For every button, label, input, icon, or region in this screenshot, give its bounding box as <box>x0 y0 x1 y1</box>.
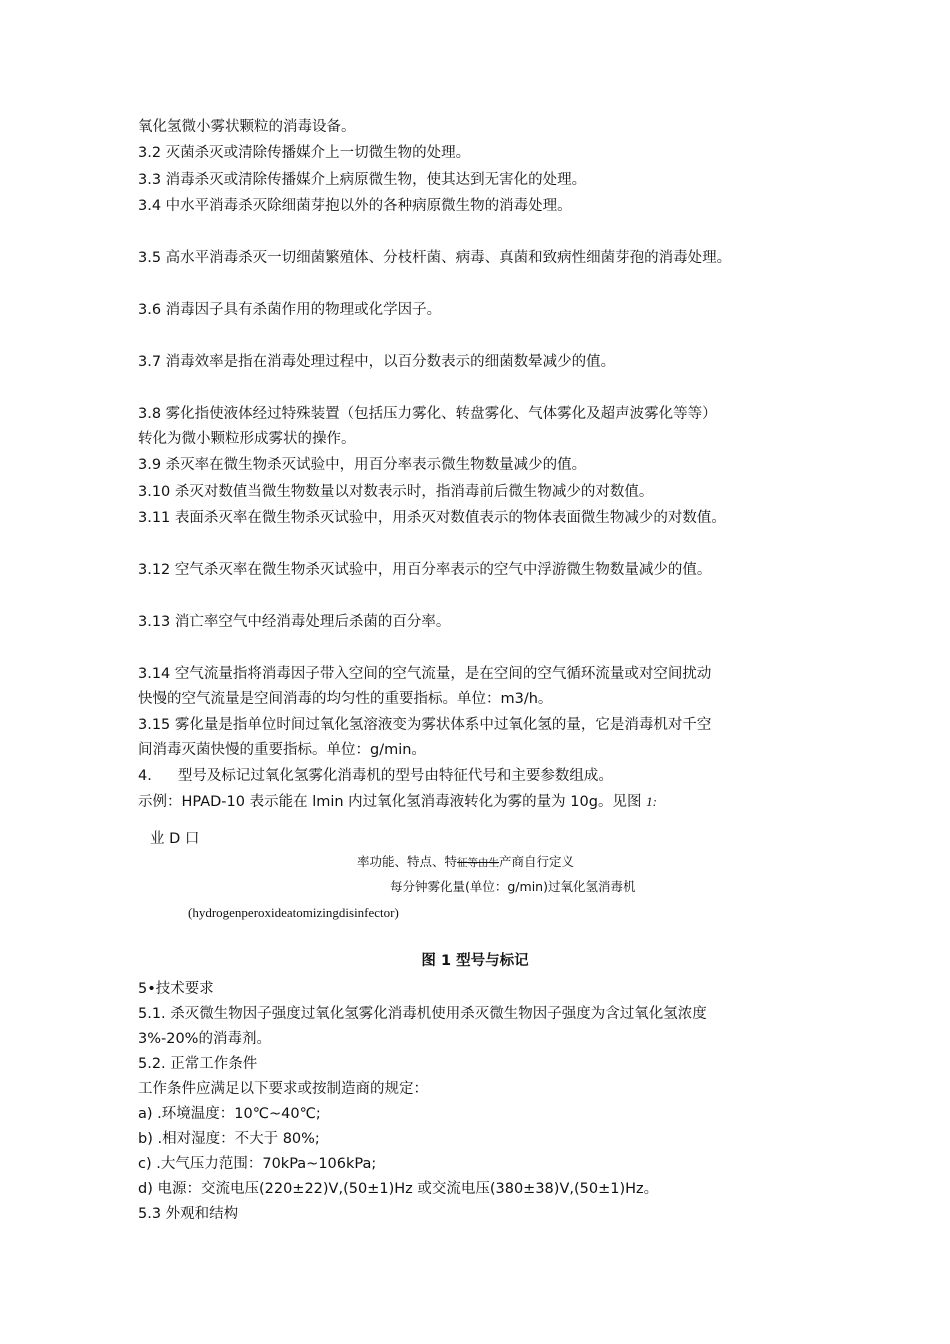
requirement-5-2: 5.2. 正常工作条件 <box>138 1056 258 1072</box>
section-5-heading: 5•技术要求 <box>138 981 214 997</box>
requirement-5-2-intro: 工作条件应满足以下要求或按制造商的规定： <box>138 1081 428 1097</box>
definition-3-15: 3.15 雾化量是指单位时间过氧化氢溶液变为雾状体系中过氧化氢的量，它是消毒机对千空 <box>138 717 712 733</box>
requirement-5-1: 5.1. 杀灭微生物因子强度过氧化氢雾化消毒机使用杀灭微生物因子强度为含过氧化氢浓度 <box>138 1006 707 1022</box>
definition-3-8: 3.8 雾化指使液体经过特殊装置（包括压力雾化、转盘雾化、气体雾化及超声波雾化等等） <box>138 406 717 422</box>
figure-ref: 1: <box>646 794 657 809</box>
definition-3-4: 3.4 中水平消毒杀灭除细菌芽抱以外的各种病原微生物的消毒处理。 <box>138 198 572 214</box>
figure-label-struck: 征等由生 <box>457 857 500 869</box>
definition-3-14-cont: 快慢的空气流量是空间消毒的均匀性的重要指标。单位：m3/h。 <box>138 691 553 707</box>
requirement-5-3: 5.3 外观和结构 <box>138 1206 239 1222</box>
definition-3-15-cont: 间消毒灭菌快慢的重要指标。单位：g/min。 <box>138 742 426 758</box>
condition-c: c) .大气压力范围：70kPa~106kPa; <box>138 1156 377 1172</box>
figure-label-rate: 每分钟雾化量(单位：g/min)过氧化氢消毒机 <box>390 879 636 894</box>
figure-label-part: 率功能、特点、特 <box>357 854 458 869</box>
figure-caption: 图 1 型号与标记 <box>421 953 529 969</box>
figure-label-english: (hydrogenperoxideatomizingdisinfector) <box>188 905 399 920</box>
text-line: 氧化氢微小雾状颗粒的消毒设备。 <box>138 119 356 135</box>
definition-3-5: 3.5 高水平消毒杀灭一切细菌繁殖体、分枝杆菌、病毒、真菌和致病性细菌芽孢的消毒处理。 <box>138 250 732 266</box>
example-line <box>138 792 657 812</box>
definition-3-7: 3.7 消毒效率是指在消毒处理过程中，以百分数表示的细菌数晕减少的值。 <box>138 354 616 370</box>
condition-a: a) .环境温度：10℃~40℃; <box>138 1106 321 1122</box>
definition-3-2: 3.2 灭菌杀灭或清除传播媒介上一切微生物的处理。 <box>138 145 471 161</box>
definition-3-10: 3.10 杀灭对数值当微生物数量以对数表示时，指消毒前后微生物减少的对数值。 <box>138 484 654 500</box>
figure-model-code: 业 D 口 <box>150 831 200 847</box>
section-number: 4. <box>138 768 152 784</box>
definition-3-3: 3.3 消毒杀灭或清除传播媒介上病原微生物，使其达到无害化的处理。 <box>138 172 587 188</box>
section-text: 型号及标记过氧化氢雾化消毒机的型号由特征代号和主要参数组成。 <box>177 768 613 784</box>
figure-label-part: 产商自行定义 <box>499 854 575 869</box>
definition-3-6: 3.6 消毒因子具有杀菌作用的物理或化学因子。 <box>138 302 442 318</box>
requirement-5-1-cont: 3%-20%的消毒剂。 <box>138 1031 271 1047</box>
definition-3-12: 3.12 空气杀灭率在微生物杀灭试验中，用百分率表示的空气中浮游微生物数量减少的值。 <box>138 562 712 578</box>
condition-b: b) .相对湿度：不大于 80%; <box>138 1131 320 1147</box>
definition-3-13: 3.13 消亡率空气中经消毒处理后杀菌的百分率。 <box>138 614 451 630</box>
definition-3-9: 3.9 杀灭率在微生物杀灭试验中，用百分率表示微生物数量减少的值。 <box>138 457 587 473</box>
section-4-heading <box>138 766 613 786</box>
condition-d: d) 电源：交流电压(220±22)V,(50±1)Hz 或交流电压(380±38)V,(50±1)Hz。 <box>138 1181 659 1197</box>
definition-3-8-cont: 转化为微小颗粒形成雾状的操作。 <box>138 431 356 447</box>
figure-label-function <box>357 852 574 873</box>
definition-3-11: 3.11 表面杀灭率在微生物杀灭试验中，用杀灭对数值表示的物体表面微生物减少的对数值。 <box>138 510 726 526</box>
definition-3-14: 3.14 空气流量指将消毒因子带入空间的空气流量，是在空间的空气循环流量或对空间扰动 <box>138 666 712 682</box>
example-text: 示例：HPAD-10 表示能在 lmin 内过氧化氢消毒液转化为雾的量为 10g。见图 <box>138 794 642 810</box>
